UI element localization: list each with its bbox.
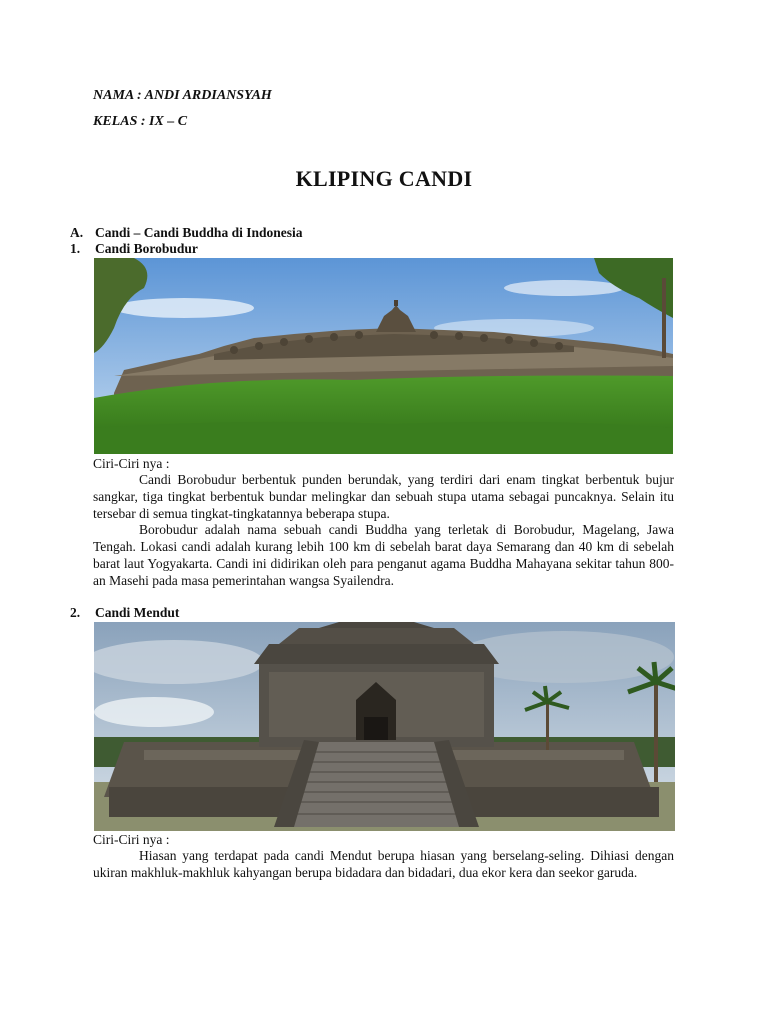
student-name: NAMA : ANDI ARDIANSYAH xyxy=(93,88,272,103)
item-number: 2. xyxy=(70,605,81,620)
section-heading xyxy=(70,225,370,242)
item-title: Candi Borobudur xyxy=(95,241,198,256)
item-heading-borobudur xyxy=(70,241,370,258)
item-number: 1. xyxy=(70,241,81,256)
ciri-label-mendut: Ciri-Ciri nya : xyxy=(93,832,170,847)
borobudur-description xyxy=(93,472,674,590)
section-title: Candi – Candi Buddha di Indonesia xyxy=(95,225,303,240)
item-title: Candi Mendut xyxy=(95,605,180,620)
ciri-label-borobudur: Ciri-Ciri nya : xyxy=(93,456,170,471)
mendut-photo xyxy=(94,622,675,831)
item-heading-mendut xyxy=(70,605,370,622)
mendut-description xyxy=(93,848,674,882)
paragraph: Hiasan yang terdapat pada candi Mendut berupa hiasan yang berselang-seling. Dihiasi dengan ukiran makhluk-makhluk kahyangan berupa bidadara dan bidadari, dua ekor kera dan seekor garuda. xyxy=(93,848,674,880)
paragraph: Borobudur adalah nama sebuah candi Buddha yang terletak di Borobudur, Magelang, Jawa Tengah. Lokasi candi adalah kurang lebih 100 km di sebelah barat daya Semarang dan 40 km di sebelah barat laut Yogyakarta. Candi ini didirikan oleh para penganut agama Buddha Mahayana sekitar tahun 800-an Masehi pada masa pemerintahan wangsa Syailendra. xyxy=(93,522,674,588)
paragraph: Candi Borobudur berbentuk punden berundak, yang terdiri dari enam tingkat berbentuk bujur sangkar, tiga tingkat berbentuk bundar melingkar dan sebuah stupa utama sebagai puncaknya. Selain itu tersebar di semua tingkat-tingkatannya beberapa stupa. xyxy=(93,472,674,521)
section-letter: A. xyxy=(70,225,84,240)
page-title: KLIPING CANDI xyxy=(295,166,473,191)
student-class: KELAS : IX – C xyxy=(93,114,188,129)
borobudur-photo xyxy=(94,258,673,454)
